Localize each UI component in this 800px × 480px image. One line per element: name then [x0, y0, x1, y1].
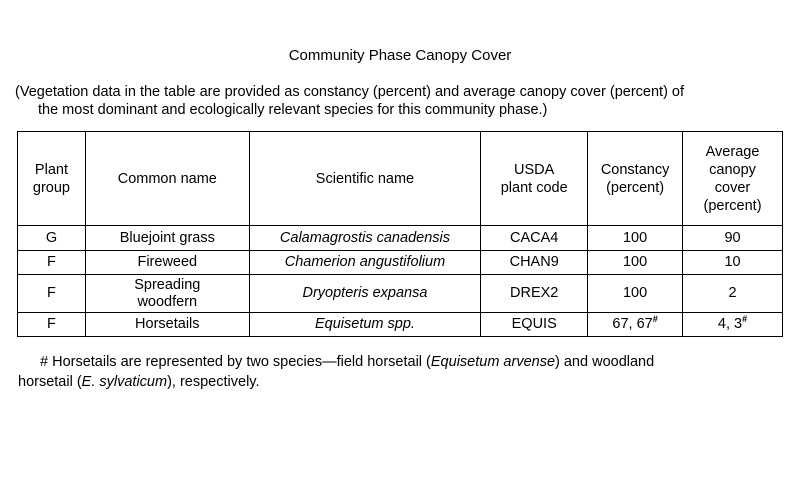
cell-constancy: 100: [588, 251, 683, 275]
cell-scientific-name: Chamerion angustifolium: [249, 251, 481, 275]
table-row: [18, 313, 783, 337]
canopy-cover-table: [17, 131, 783, 337]
table-row: [18, 275, 783, 313]
header-constancy: Constancy (percent): [588, 132, 683, 226]
table-row: [18, 251, 783, 275]
page-title: Community Phase Canopy Cover: [288, 47, 512, 64]
header-usda-code: USDA plant code: [481, 132, 588, 226]
cell-common-name: Spreading woodfern: [85, 275, 249, 313]
header-average-cover: Average canopy cover (percent): [683, 132, 783, 226]
cell-common-name: Horsetails: [85, 313, 249, 337]
cell-scientific-name: Calamagrostis canadensis: [249, 226, 481, 251]
cell-average-cover: 10: [683, 251, 783, 275]
cell-constancy: 67, 67#: [588, 313, 683, 337]
table-row: [18, 226, 783, 251]
footnote-marker: #: [742, 314, 748, 325]
cell-scientific-name: Equisetum spp.: [249, 313, 481, 337]
cell-usda-code: DREX2: [481, 275, 588, 313]
footnote: # Horsetails are represented by two species—field horsetail (Equisetum arvense) and woodland horsetail (E. sylvaticum), respectively.: [18, 354, 655, 390]
header-scientific-name: Scientific name: [249, 132, 481, 226]
cell-scientific-name: Dryopteris expansa: [249, 275, 481, 313]
table-header-row: [18, 132, 783, 226]
cell-constancy: 100: [588, 275, 683, 313]
intro-text: [15, 83, 790, 119]
cell-plant-group: F: [18, 275, 86, 313]
cell-common-name: Fireweed: [85, 251, 249, 275]
footnote-marker: #: [652, 314, 658, 325]
intro-line-2: the most dominant and ecologically relevant species for this community phase.): [38, 102, 548, 118]
cell-usda-code: CHAN9: [481, 251, 588, 275]
intro-line-1: (Vegetation data in the table are provided as constancy (percent) and average canopy cover (percent) of: [15, 84, 685, 100]
cell-common-name: Bluejoint grass: [85, 226, 249, 251]
header-plant-group: Plant group: [18, 132, 86, 226]
cell-usda-code: EQUIS: [481, 313, 588, 337]
header-common-name: Common name: [85, 132, 249, 226]
cell-average-cover: 90: [683, 226, 783, 251]
cell-plant-group: G: [18, 226, 86, 251]
cell-constancy: 100: [588, 226, 683, 251]
cell-average-cover: 2: [683, 275, 783, 313]
cell-average-cover: 4, 3#: [683, 313, 783, 337]
cell-plant-group: F: [18, 251, 86, 275]
cell-plant-group: F: [18, 313, 86, 337]
cell-usda-code: CACA4: [481, 226, 588, 251]
